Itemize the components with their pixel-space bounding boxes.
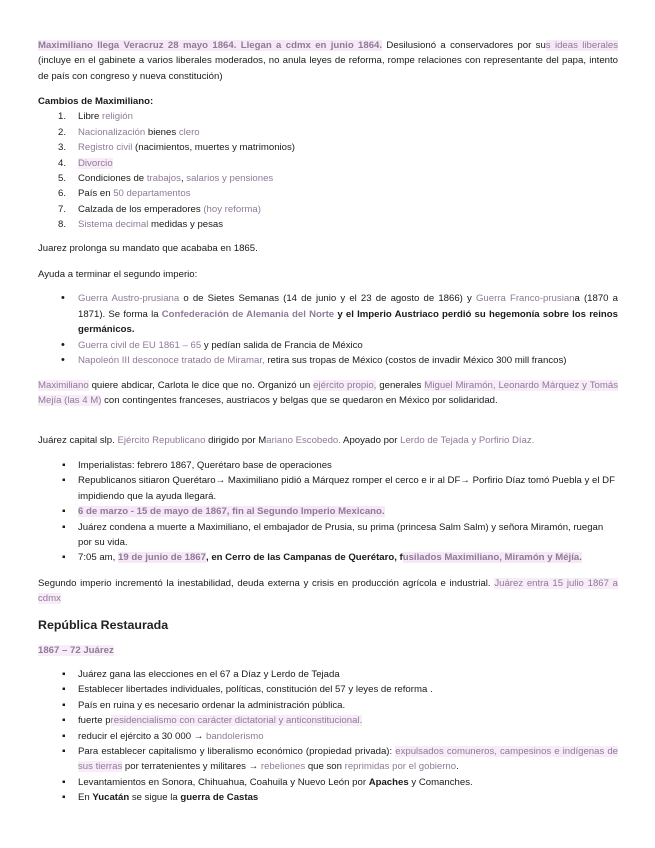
cambios-list — [38, 109, 618, 232]
ayuda-section — [38, 267, 618, 368]
list-item: 5. Condiciones de trabajos, salarios y pensiones — [58, 173, 274, 185]
list-item: • Napoleón III desconoce tratado de Miramar, retira sus tropas de México (costos de invadir México 300 mill francos) — [38, 353, 618, 368]
list-item: ▪ Imperialistas: febrero 1867, Querétaro base de operaciones — [38, 458, 618, 473]
capital-paragraph: Juárez capital slp. Ejército Republicano dirigido por Mariano Escobedo. Apoyado por Lerdo de Tejada y Porfirio Díaz. — [38, 435, 535, 446]
list-item: ▪ En Yucatán se sigue la guerra de Castas — [38, 790, 618, 805]
intro-paragraph — [38, 38, 618, 84]
list-item: 4. Divorcio — [58, 157, 113, 169]
list-item: ▪ Para establecer capitalismo y liberalismo económico (propiedad privada): expulsados comuneros, campesinos e indígenas de sus tierras por terratenientes y militares → rebeliones que son reprimidas por el gobierno. — [38, 744, 618, 775]
eventos-list — [38, 458, 618, 566]
intro-arrival: Maximiliano llega Veracruz 28 mayo 1864. Llegan a cdmx en junio 1864. — [38, 40, 383, 51]
list-item: ▪ Juárez condena a muerte a Maximiliano, el embajador de Prusia, su prima (princesa Salm Salm) y señora Miramón, ruegan por su vida. — [38, 520, 618, 551]
republica-list — [38, 667, 618, 806]
list-item: ▪ fuerte presidencialismo con carácter dictatorial y anticonstitucional. — [38, 713, 618, 728]
list-item: 6. País en 50 departamentos — [58, 188, 191, 200]
list-item: ▪ Republicanos sitiaron Querétaro→ Maximiliano pidió a Márquez romper el cerco e ir al DF→ Porfirio Díaz tomó Puebla y el DF impidiendo que la ayuda llegará. — [38, 473, 618, 504]
intro-disillusion: Desilusionó a conservadores por su — [382, 40, 546, 51]
list-item: • Guerra civil de EU 1861 – 65 y pedían salida de Francia de México — [38, 338, 618, 353]
list-item: ▪ 6 de marzo - 15 de mayo de 1867, fin al Segundo Imperio Mexicano. — [38, 504, 618, 519]
section-subtitle: 1867 – 72 Juárez — [38, 645, 114, 656]
list-item: ▪ País en ruina y es necesario ordenar la administración pública. — [38, 698, 618, 713]
cambios-section — [38, 94, 618, 233]
list-item: ▪ reducir el ejército a 30 000 → bandolerismo — [38, 729, 618, 744]
list-item: 7. Calzada de los emperadores (hoy reforma) — [58, 203, 261, 215]
list-item: ▪ 7:05 am, 19 de junio de 1867, en Cerro de las Campanas de Querétaro, fusilados Maximiliano, Miramón y Méjía. — [38, 550, 618, 565]
list-item: 2. Nacionalización bienes clero — [58, 126, 200, 138]
ayuda-list — [38, 291, 618, 368]
list-item: 8. Sistema decimal medidas y pesas — [58, 219, 224, 231]
list-item: • Guerra Austro-prusiana o de Sietes Semanas (14 de junio y el 23 de agosto de 1866) y Guerra Franco-prusiana (1870 a 1871). Se forma la Confederación de Alemania del Norte y el Imperio Austriaco perdió su hegemonía sobre los reinos germánicos. — [38, 291, 618, 337]
list-item: 3. Registro civil (nacimientos, muertes y matrimonios) — [58, 142, 295, 154]
list-item: ▪ Establecer libertades individuales, políticas, constitución del 57 y leyes de reforma . — [38, 682, 618, 697]
segundo-imperio-paragraph: Segundo imperio incrementó la inestabilidad, deuda externa y crisis en producción agrícola e industrial. Juárez entra 15 julio 1867 a cdmx — [38, 578, 618, 605]
abdicar-paragraph: Maximiliano quiere abdicar, Carlota le dice que no. Organizó un ejército propio, generales Miguel Miramón, Leonardo Márquez y Tomás Mejía (las 4 M) con contingentes franceses, austriacos y belgas que se quedaron en México por solidaridad. — [38, 380, 618, 407]
intro-liberal-ideas: s ideas liberales — [545, 40, 619, 51]
juarez-prolonga: Juarez prolonga su mandato que acababa en 1865. — [38, 243, 258, 254]
list-item: ▪ Juárez gana las elecciones en el 67 a Díaz y Lerdo de Tejada — [38, 667, 618, 682]
section-heading: República Restaurada — [38, 618, 169, 632]
ayuda-title: Ayuda a terminar el segundo imperio: — [38, 269, 198, 280]
intro-details: (incluye en el gabinete a varios liberales moderados, no anula leyes de reforma, rompe relaciones con representante del papa, intento de país con congreso y nueva constitución) — [38, 55, 618, 82]
cambios-title: Cambios de Maximiliano: — [38, 96, 154, 107]
list-item: 1. Libre religión — [58, 111, 133, 123]
list-item: ▪ Levantamientos en Sonora, Chihuahua, Coahuila y Nuevo León por Apaches y Comanches. — [38, 775, 618, 790]
